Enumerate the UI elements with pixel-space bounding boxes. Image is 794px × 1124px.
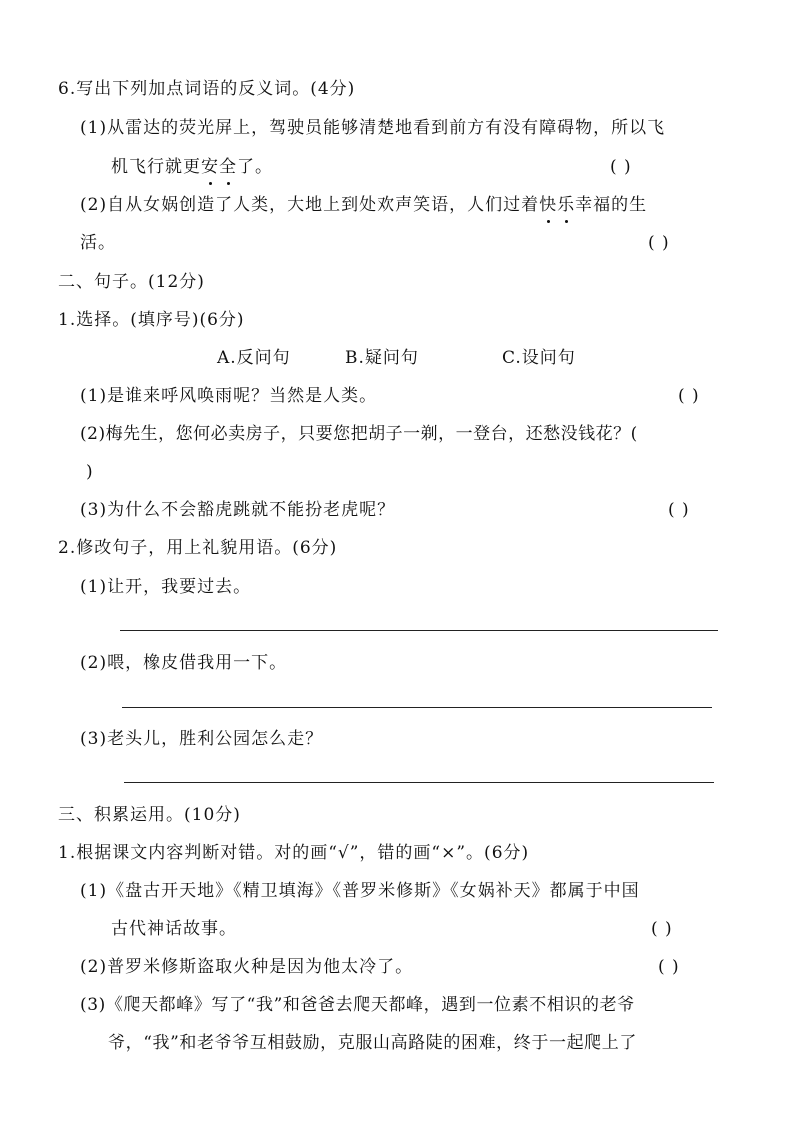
q6-item2-answer-blank[interactable]: ( ) bbox=[648, 233, 670, 253]
q6-item1-line2: 机飞行就更安全了。 bbox=[111, 157, 273, 177]
s2-q1-item1: (1)是谁来呼风唤雨呢？当然是人类。 bbox=[80, 386, 378, 406]
s2-q2-rewrite1: (1)让开，我要过去。 bbox=[80, 577, 252, 597]
q6-item1-line1: (1)从雷达的荧光屏上，驾驶员能够清楚地看到前方有没有障碍物，所以飞 bbox=[80, 118, 666, 138]
s2-q1-title: 1.选择。(填序号)(6分) bbox=[58, 310, 245, 330]
q6-item2-dotted-char: 快 bbox=[539, 195, 558, 215]
s3-q1-item1-answer-blank[interactable]: ( ) bbox=[651, 919, 673, 939]
s3-q1-title: 1.根据课文内容判断对错。对的画“√”，错的画“×”。(6分) bbox=[58, 843, 530, 863]
s3-q1-item2: (2)普罗米修斯盗取火种是因为他太冷了。 bbox=[80, 957, 414, 977]
s2-q1-item1-answer-blank[interactable]: ( ) bbox=[678, 386, 700, 406]
section3-header: 三、积累运用。(10分) bbox=[58, 805, 241, 825]
answer-line[interactable] bbox=[122, 707, 712, 708]
q6-title: 6.写出下列加点词语的反义词。(4分) bbox=[58, 79, 356, 99]
q6-item2-line2: 活。 bbox=[80, 233, 116, 253]
s3-q1-item1-line2: 古代神话故事。 bbox=[111, 919, 237, 939]
option-a: A.反问句 bbox=[217, 348, 291, 368]
q6-item1-dotted-char: 安 bbox=[201, 157, 219, 177]
s2-q1-item2-answer-blank[interactable]: ) bbox=[86, 462, 94, 482]
answer-line[interactable] bbox=[124, 782, 714, 783]
s2-q2-rewrite2: (2)喂，橡皮借我用一下。 bbox=[80, 653, 288, 673]
s2-q1-item2-line1: (2)梅先生，您何必卖房子，只要您把胡子一剃，一登台，还愁没钱花？( bbox=[80, 424, 638, 444]
s2-q1-item3-answer-blank[interactable]: ( ) bbox=[668, 500, 690, 520]
q6-item2-line1: (2)自从女娲创造了人类，大地上到处欢声笑语，人们过着快乐幸福的生 bbox=[80, 195, 648, 215]
s3-q1-item3-line2: 爷，“我”和老爷爷互相鼓励，克服山高路陡的困难，终于一起爬上了 bbox=[108, 1033, 637, 1053]
q6-item2-dotted-char: 乐 bbox=[557, 195, 576, 215]
s2-q1-item3: (3)为什么不会豁虎跳就不能扮老虎呢？ bbox=[80, 500, 396, 520]
s3-q1-item2-answer-blank[interactable]: ( ) bbox=[658, 957, 680, 977]
section2-header: 二、句子。(12分) bbox=[58, 272, 205, 292]
s3-q1-item1-line1: (1)《盘古开天地》《精卫填海》《普罗米修斯》《女娲补天》都属于中国 bbox=[80, 881, 640, 901]
q6-item1-answer-blank[interactable]: ( ) bbox=[610, 157, 632, 177]
q6-item1-dotted-char: 全 bbox=[219, 157, 237, 177]
s3-q1-item3-line1: (3)《爬天都峰》写了“我”和爸爸去爬天都峰，遇到一位素不相识的老爷 bbox=[80, 995, 635, 1015]
s2-q2-rewrite3: (3)老头儿，胜利公园怎么走？ bbox=[80, 729, 324, 749]
option-c: C.设问句 bbox=[502, 348, 576, 368]
option-b: B.疑问句 bbox=[345, 348, 419, 368]
s2-q2-title: 2.修改句子，用上礼貌用语。(6分) bbox=[58, 538, 338, 558]
answer-line[interactable] bbox=[120, 630, 718, 631]
